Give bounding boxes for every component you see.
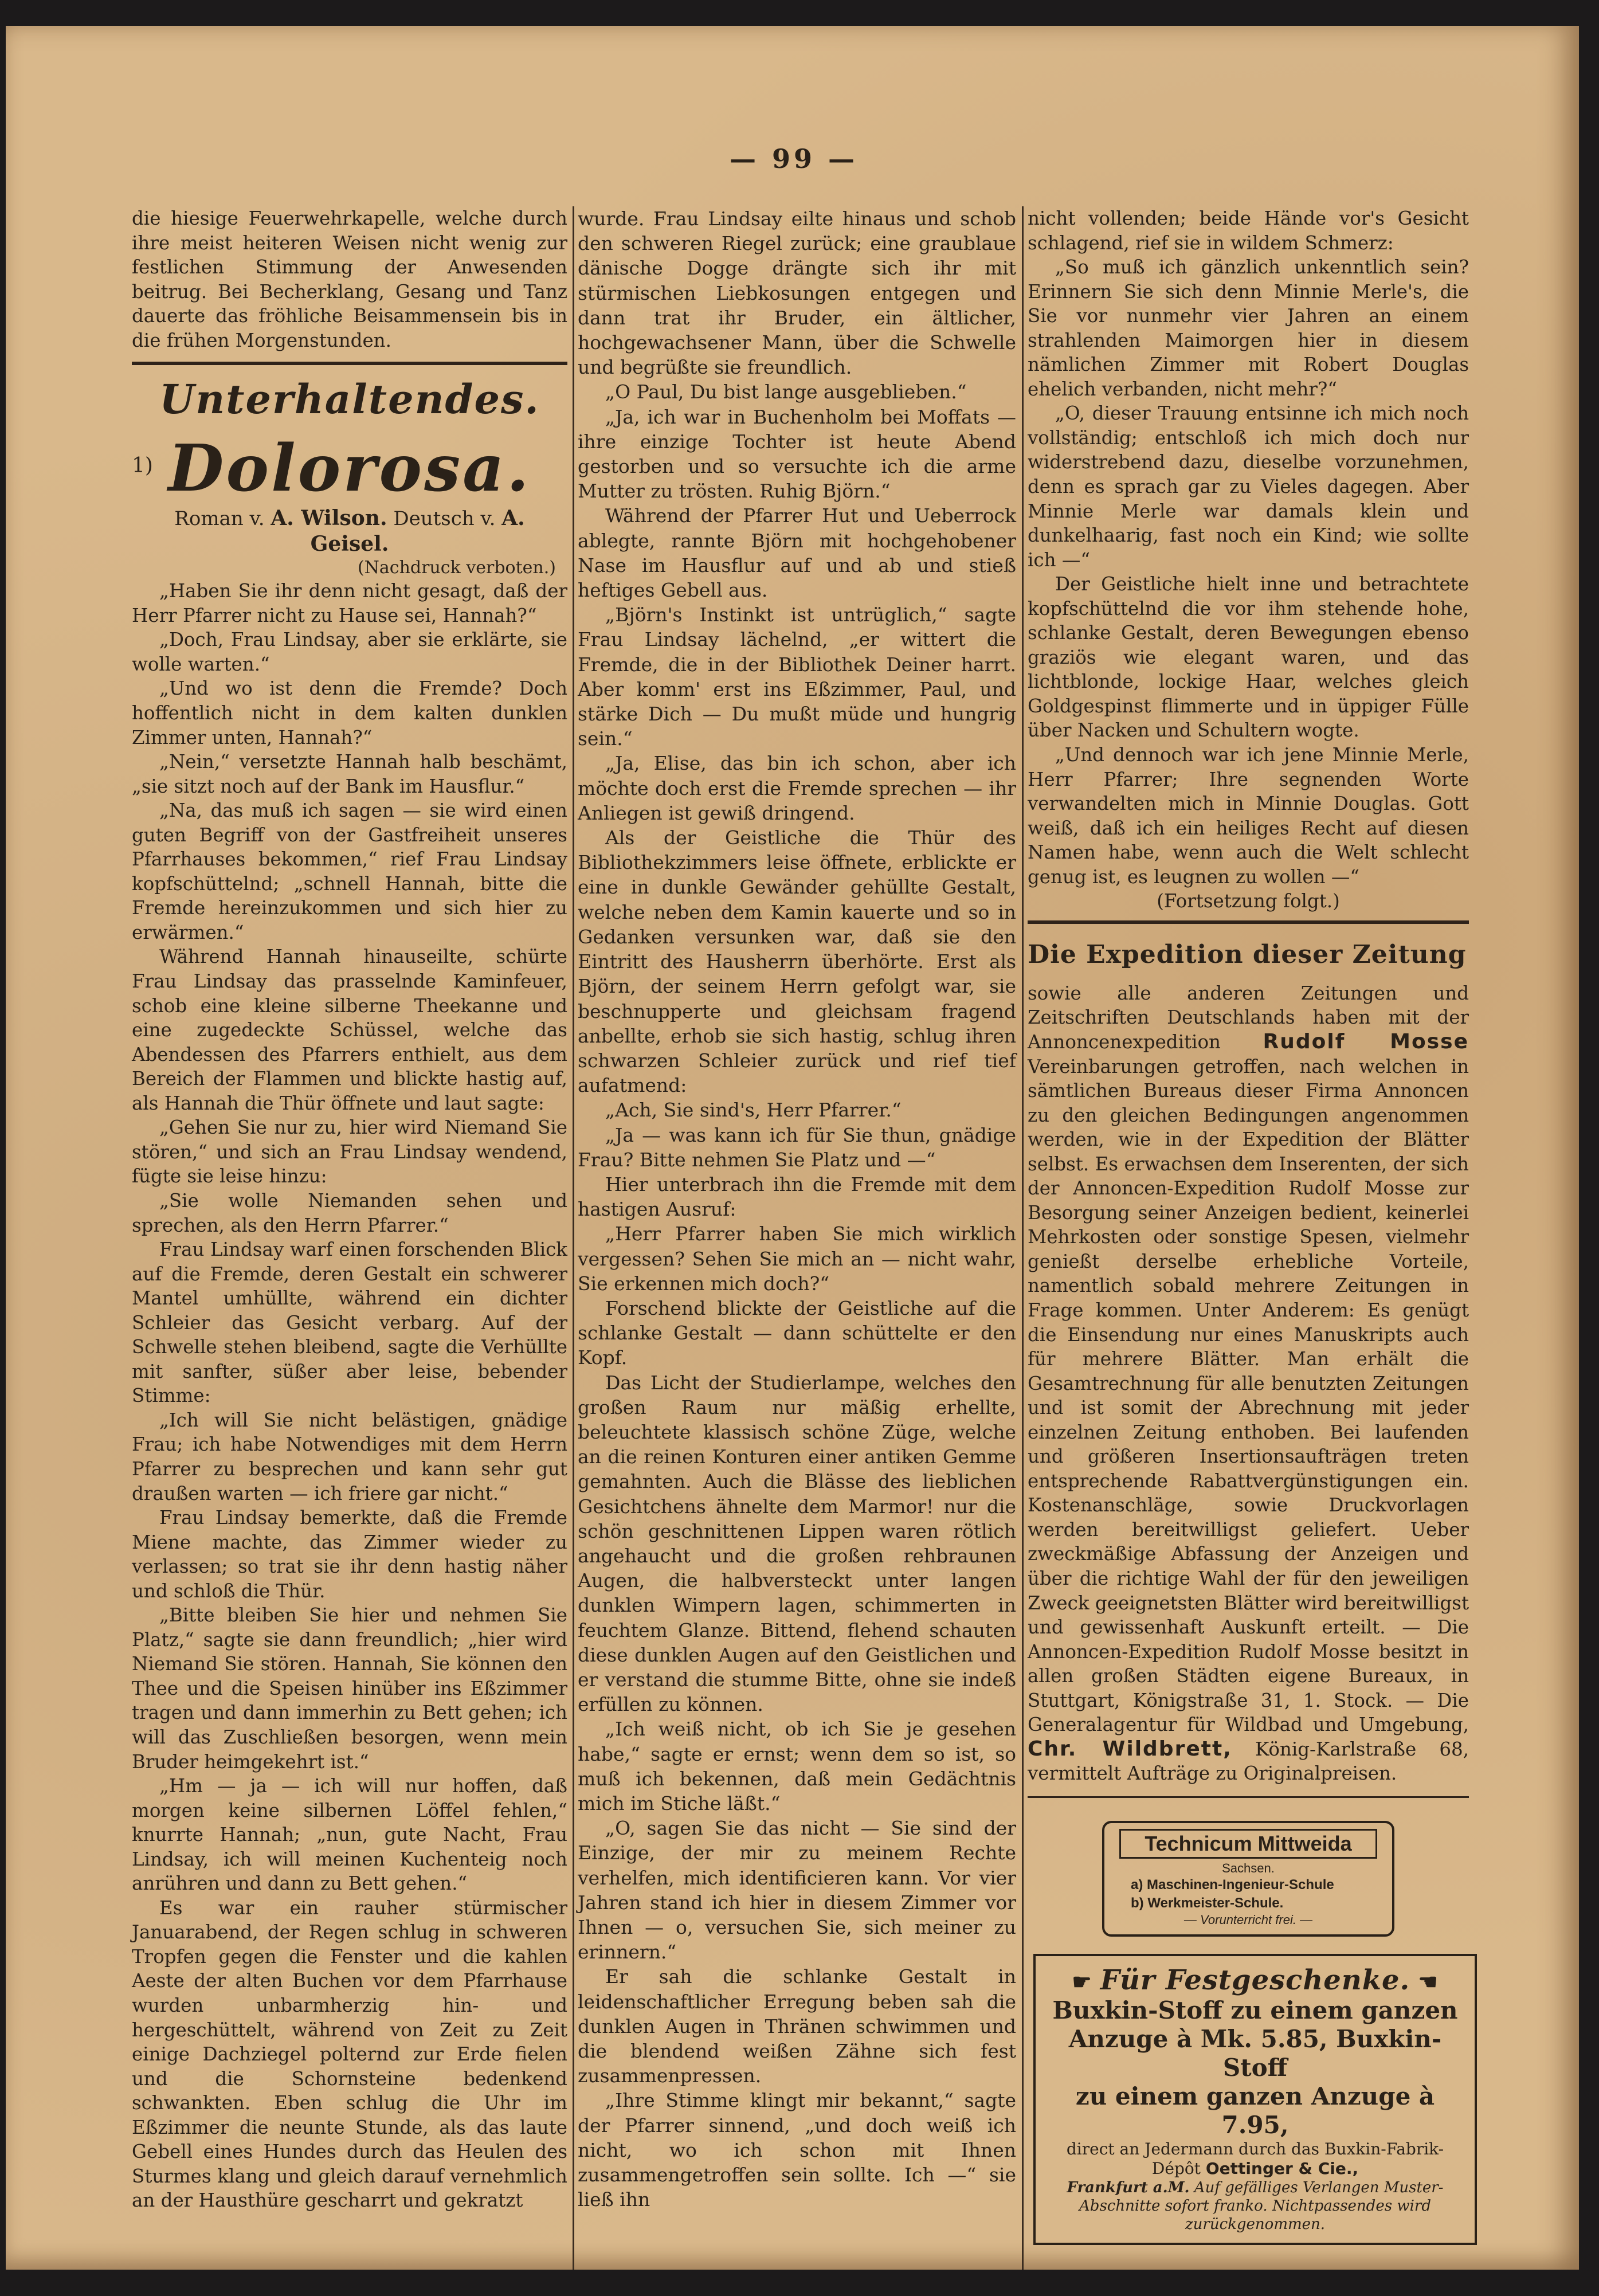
paragraph: „Ja — was kann ich für Sie thun, gnädige Frau? Bitte nehmen Sie Platz und —“ <box>578 1123 1016 1171</box>
expedition-agent: Chr. Wildbrett, <box>1028 1737 1232 1761</box>
intro-paragraph: die hiesige Feuerwehrkapelle, welche durch ihre meist heiteren Weisen nicht wenig zur festlichen Stimmung der Anwesenden beitrug. Bei Becherklang, Gesang und Tanz dauerte das fröhliche Beisammensein bis in die frühen Morgenstunden. <box>132 207 567 351</box>
paragraph: Der Geistliche hielt inne und betrachtete kopfschüttelnd die vor ihm stehende hohe, schlanke Gestalt, deren Bewegungen ebenso graziös wie elegant waren, und das lichtblonde, lockige Haar, welches gleich Goldgespinst flimmerte und in üppiger Fülle über Nacken und Schultern wogte. <box>1028 573 1469 742</box>
paragraph: nicht vollenden; beide Hände vor's Gesicht schlagend, rief sie in wildem Schmerz: <box>1028 207 1469 254</box>
ad-buxkin-small1: direct an Jedermann durch das Buxkin-Fabrik-Dépôt <box>1066 2139 1444 2178</box>
byline-mid: Deutsch v. <box>393 507 496 531</box>
paragraph: „Ja, ich war in Buchenholm bei Moffats — ihre einzige Tochter ist heute Abend gestorben und so versuchte ich die arme Mutter zu trösten. Ruhig Björn.“ <box>578 405 1016 503</box>
expedition-text-before: sowie alle anderen Zeitungen und Zeitschriften Deutschlands haben mit der Annoncenexpedition <box>1028 982 1469 1053</box>
ad-technicum <box>1102 1821 1394 1937</box>
paragraph: Als der Geistliche die Thür des Bibliothekzimmers leise öffnete, erblickte er eine in dunkle Gewänder gehüllte Gestalt, welche neben dem Kamin kauerte und so in Gedanken versunken war, daß sie den Eintritt des Hausherrn überhörte. Erst als Björn, der seinem Herrn gefolgt war, sie beschnupperte und gleichsam fragend anbellte, erhob sie sich hastig, schlug ihren schwarzen Schleier zurück und rief tief aufatmend: <box>578 826 1016 1097</box>
hand-pointer-icon: ☚ <box>1410 1968 1439 1995</box>
ad-technicum-line-a: a) Maschinen-Ingenieur-Schule <box>1131 1876 1334 1893</box>
column-2 <box>578 206 1016 2212</box>
paragraph: „Ja, Elise, das bin ich schon, aber ich möchte doch erst die Fremde sprechen — ihr Anliegen ist gewiß dringend. <box>578 752 1016 824</box>
ad-buxkin-city: Frankfurt a.M. <box>1067 2179 1190 2196</box>
paragraph: „Ihre Stimme klingt mir bekannt,“ sagte der Pfarrer sinnend, „und doch weiß ich nicht, wo ich schon mit Ihnen zusammengetroffen sein sollte. Ich —“ sie ließ ihn <box>578 2089 1016 2211</box>
column-1 <box>132 206 567 2213</box>
expedition-firm: Rudolf Mosse <box>1263 1029 1469 1053</box>
paragraph: Frau Lindsay warf einen forschenden Blick auf die Fremde, deren Gestalt ein schwerer Mantel umhüllte, während ein dichter Schleier das Gesicht verbarg. Auf der Schwelle stehen bleibend, sagte die Verhüllte mit sanfter, süßer aber leise, bebender Stimme: <box>132 1239 567 1407</box>
section-rule-2 <box>1028 920 1469 924</box>
paragraph: Frau Lindsay bemerkte, daß die Fremde Miene machte, das Zimmer wieder zu verlassen; so trat sie ihr denn hastig näher und schloß die Thür. <box>132 1507 567 1602</box>
paragraph: „Ach, Sie sind's, Herr Pfarrer.“ <box>605 1099 902 1122</box>
ad-technicum-foot: — Vorunterricht frei. — <box>1183 1912 1313 1927</box>
ad-buxkin <box>1033 1954 1477 2245</box>
paragraph: „Na, das muß ich sagen — sie wird einen guten Begriff von der Gastfreiheit unseres Pfarrhauses bekommen,“ rief Frau Lindsay kopfschüttelnd; „schnell Hannah, bitte die Fremde hereinzukommen und sich hier zu erwärmen.“ <box>132 800 567 943</box>
column-3 <box>1028 206 1469 2245</box>
ad-buxkin-small <box>1046 2140 1464 2179</box>
paragraph: „Hm — ja — ich will nur hoffen, daß morgen keine silbernen Löffel fehlen,“ knurrte Hannah; „nun, gute Nacht, Frau Lindsay, ich will meinen Kuchenteig noch anrühren und dann zu Bett gehen.“ <box>132 1775 567 1895</box>
paragraph: „Gehen Sie nur zu, hier wird Niemand Sie stören,“ und sich an Frau Lindsay wendend, fügte sie leise hinzu: <box>132 1116 567 1188</box>
column-divider-1 <box>573 206 574 2270</box>
paragraph: „Ich will Sie nicht belästigen, gnädige Frau; ich habe Notwendiges mit dem Herrn Pfarrer zu besprechen und kann sehr gut draußen warten — ich friere gar nicht.“ <box>132 1409 567 1504</box>
paragraph: Das Licht der Studierlampe, welches den großen Raum nur mäßig erhellte, beleuchtete klassisch schöne Züge, welche an die reinen Konturen einer antiken Gemme gemahnten. Auch die Blässe des lieblichen Gesichtchens ähnelte dem Marmor! nur die schön geschnittenen Lippen waren rötlich angehaucht und die großen rehbraunen Augen, die halbversteckt unter langen dunklen Wimpern lagen, schimmerten in feuchtem Glanze. Bittend, flehend schauten diese dunklen Augen auf den Geistlichen und er verstand die stumme Bitte, ohne sie indeß erfüllen zu können. <box>578 1371 1016 1716</box>
novel-title: Dolorosa. <box>168 431 531 507</box>
ad-buxkin-line3: zu einem ganzen Anzuge à 7.95, <box>1075 2082 1435 2139</box>
novel-text-col2 <box>578 206 1016 2212</box>
paragraph: Während Hannah hinauseilte, schürte Frau Lindsay das prasselnde Kaminfeuer, schob eine kleine silberne Theekanne und eine zugedeckte Schüssel, welche das Abendessen des Pfarrers enthielt, aus dem Bereich der Flammen und blickte hastig auf, als Hannah die Thür öffnete und laut sagte: <box>132 946 567 1114</box>
paragraph: „Und wo ist denn die Fremde? Doch hoffentlich nicht in dem kalten dunklen Zimmer unten, Hannah?“ <box>132 677 567 749</box>
ad-buxkin-line2: Anzuge à Mk. 5.85, Buxkin-Stoff <box>1068 2024 1442 2082</box>
paragraph: „O, dieser Trauung entsinne ich mich noch vollständig; entschloß ich mich doch nur widerstrebend dazu, dieselbe vorzunehmen, denn es sprach gar zu Vieles dagegen. Aber Minnie Merle war damals klein und dunkelhaarig, fast noch ein Kind; wie sollte ich —“ <box>1028 402 1469 571</box>
paragraph: „Bitte bleiben Sie hier und nehmen Sie Platz,“ sagte sie dann freundlich; „hier wird Niemand Sie stören. Hannah, Sie können den Thee und die Speisen hinüber ins Eßzimmer tragen und dann immerhin zu Bett gehen; ich will das Zuschließen besorgen, wenn mein Bruder heimgekehrt ist.“ <box>132 1604 567 1773</box>
ad-technicum-line-b: b) Werkmeister-Schule. <box>1131 1895 1284 1911</box>
paragraph: „Und dennoch war ich jene Minnie Merle, Herr Pfarrer; Ihre segnenden Worte verwandelten mich in Minnie Douglas. Gott weiß, daß ich ein heiliges Recht auf diesen Namen habe, wenn auch die Welt schlecht genug ist, es leugnen zu wollen —“ <box>1028 744 1469 888</box>
paragraph: „So muß ich gänzlich unkenntlich sein? Erinnern Sie sich denn Minnie Merle's, die Sie vor nunmehr vier Jahren an einem strahlenden Maimorgen hier in diesem nämlichen Zimmer mit Robert Douglas ehelich verbanden, nicht mehr?“ <box>1028 256 1469 400</box>
paragraph: Er sah die schlanke Gestalt in leidenschaftlicher Erregung beben sah die dunklen Augen in Thränen schwimmen und die blendend weißen Zähne sich fest zusammenpressen. <box>578 1965 1016 2087</box>
page-number: — 99 — <box>729 143 859 174</box>
expedition-text-end: König-Karlstraße 68, vermittelt Aufträge zu Originalpreisen. <box>1028 1738 1469 1785</box>
paragraph: „Herr Pfarrer haben Sie mich wirklich vergessen? Sehen Sie mich an — nicht wahr, Sie erkennen mich doch?“ <box>578 1223 1016 1295</box>
ad-buxkin-heading <box>1046 1964 1464 1996</box>
section-rule <box>132 362 567 365</box>
ad-buxkin-foot <box>1046 2179 1464 2234</box>
ad-buxkin-firm: Oettinger & Cie., <box>1205 2158 1359 2178</box>
paragraph: Forschend blickte der Geistliche auf die schlanke Gestalt — dann schüttelte er den Kopf. <box>578 1296 1016 1369</box>
novel-text-col3 <box>1028 206 1469 889</box>
ad-rule <box>1028 1796 1469 1798</box>
byline <box>132 506 567 557</box>
installment-number: 1) <box>132 454 153 478</box>
novel-title-row <box>132 431 567 506</box>
expedition-text-after: Vereinbarungen getroffen, nach welchen in sämtlichen Bureaus dieser Firma Annoncen zu den gleichen Bedingungen angenommen werden, wie in der Expedition der Blätter selbst. Es erwachsen dem Inserenten, der sich der Annoncen-Expedition Rudolf Mosse zur Besorgung seiner Anzeigen bedient, keinerlei Mehrkosten oder sonstige Spesen, vielmehr genießt derselbe erhebliche Vorteile, namentlich sobald mehrere Zeitungen in Frage kommen. Unter Anderem: Es genügt die Einsendung nur eines Manuskripts auch für mehrere Blätter. Man erhält die Gesamtrechnung für alle benutzten Zeitungen und ist somit der Abrechnung mit jeder einzelnen Zeitung enthoben. Bei laufenden und größeren Insertionsaufträgen treten entsprechende Rabattvergünstigungen ein. Kostenanschläge, sowie Druckvorlagen werden bereitwilligst geliefert. Ueber zweckmäßige Abfassung der Anzeigen und über die richtige Wahl der für den jeweiligen Zweck geeignetsten Blätter wird bereitwilligst und gewissenhaft Auskunft erteilt. — Die Annoncen-Expedition Rudolf Mosse besitzt in allen großen Städten eigene Bureaux, in Stuttgart, Königstraße 31, 1. Stock. — Die Generalagentur für Wildbad und Umgebung, <box>1028 1055 1469 1736</box>
paragraph: Während der Pfarrer Hut und Ueberrock ablegte, rannte Björn mit hochgehobener Nase im Hausflur auf und ab und stieß heftiges Gebell aus. <box>578 504 1016 602</box>
newspaper-page <box>6 26 1579 2270</box>
novel-text-col1 <box>132 579 567 2213</box>
expedition-heading: Die Expedition dieser Zeitung <box>1028 939 1467 969</box>
paragraph: „Doch, Frau Lindsay, aber sie erklärte, sie wolle warten.“ <box>132 629 567 675</box>
byline-prefix: Roman v. <box>174 507 265 531</box>
expedition-text <box>1028 981 1469 1786</box>
byline-author: A. Wilson. <box>271 506 387 531</box>
ad-technicum-title: Technicum Mittweida <box>1119 1829 1377 1859</box>
paragraph: „Nein,“ versetzte Hannah halb beschämt, „sie sitzt noch auf der Bank im Hausflur.“ <box>132 751 567 797</box>
reprint-note: (Nachdruck verboten.) <box>357 558 556 578</box>
section-title: Unterhaltendes. <box>159 375 540 424</box>
paragraph: Es war ein rauher stürmischer Januarabend, der Regen schlug in schweren Tropfen gegen die Fenster und die kahlen Aeste der alten Buchen vor dem Pfarrhause wurden unbarmherzig hin- und hergeschüttelt, während von Zeit zu Zeit einige Dachziegel polternd zur Erde fielen und die Schornsteine bedenkend schwankten. Eben schlug die Uhr im Eßzimmer die neunte Stunde, als das laute Gebell eines Hundes durch das Heulen des Sturmes klang und gleich darauf vernehmlich an der Hausthüre gescharrt und gekratzt <box>132 1897 567 2212</box>
paragraph: „Ich weiß nicht, ob ich Sie je gesehen habe,“ sagte er ernst; wenn dem so ist, so muß ich bekennen, daß mein Gedächtnis mich im Stiche läßt.“ <box>578 1718 1016 1815</box>
column-divider-2 <box>1022 206 1024 2270</box>
paragraph: „Sie wolle Niemanden sehen und sprechen, als den Herrn Pfarrer.“ <box>132 1189 567 1236</box>
byline-translator: A. Geisel. <box>310 506 525 557</box>
ad-buxkin-small3: Auf gefälliges Verlangen Muster-Abschnitte sofort franko. Nichtpassendes wird zurückgenommen. <box>1079 2179 1444 2233</box>
ad-buxkin-line1: Buxkin-Stoff zu einem ganzen <box>1052 1996 1458 2024</box>
paragraph: „O Paul, Du bist lange ausgeblieben.“ <box>605 381 967 403</box>
paragraph: „Björn's Instinkt ist untrüglich,“ sagte Frau Lindsay lächelnd, „er wittert die Fremde, die in der Bibliothek Deiner harrt. Aber komm' erst ins Eßzimmer, Paul, und stärke Dich — Du mußt müde und hungrig sein.“ <box>578 604 1016 750</box>
hand-pointer-icon: ☛ <box>1072 1968 1100 1995</box>
to-be-continued: (Fortsetzung folgt.) <box>1157 890 1340 912</box>
ad-technicum-sub: Sachsen. <box>1222 1860 1275 1875</box>
ad-buxkin-heading-text: Für Festgeschenke. <box>1100 1964 1410 1996</box>
paragraph: wurde. Frau Lindsay eilte hinaus und schob den schweren Riegel zurück; eine graublaue dänische Dogge drängte sich ihr mit stürmischen Liebkosungen entgegen und dann trat ihr Bruder, ein ältlicher, hochgewachsener Mann, über die Schwelle und begrüßte sie freundlich. <box>578 207 1016 379</box>
paragraph: „Haben Sie ihr denn nicht gesagt, daß der Herr Pfarrer nicht zu Hause sei, Hannah?“ <box>132 580 567 626</box>
paragraph: „O, sagen Sie das nicht — Sie sind der Einzige, der mir zu meinem Rechte verhelfen, mich identificieren kann. Vor vier Jahren stand ich hier in diesem Zimmer vor Ihnen — o, versuchen Sie, sich meiner zu erinnern.“ <box>578 1817 1016 1964</box>
paragraph: Hier unterbrach ihn die Fremde mit dem hastigen Ausruf: <box>578 1173 1016 1221</box>
